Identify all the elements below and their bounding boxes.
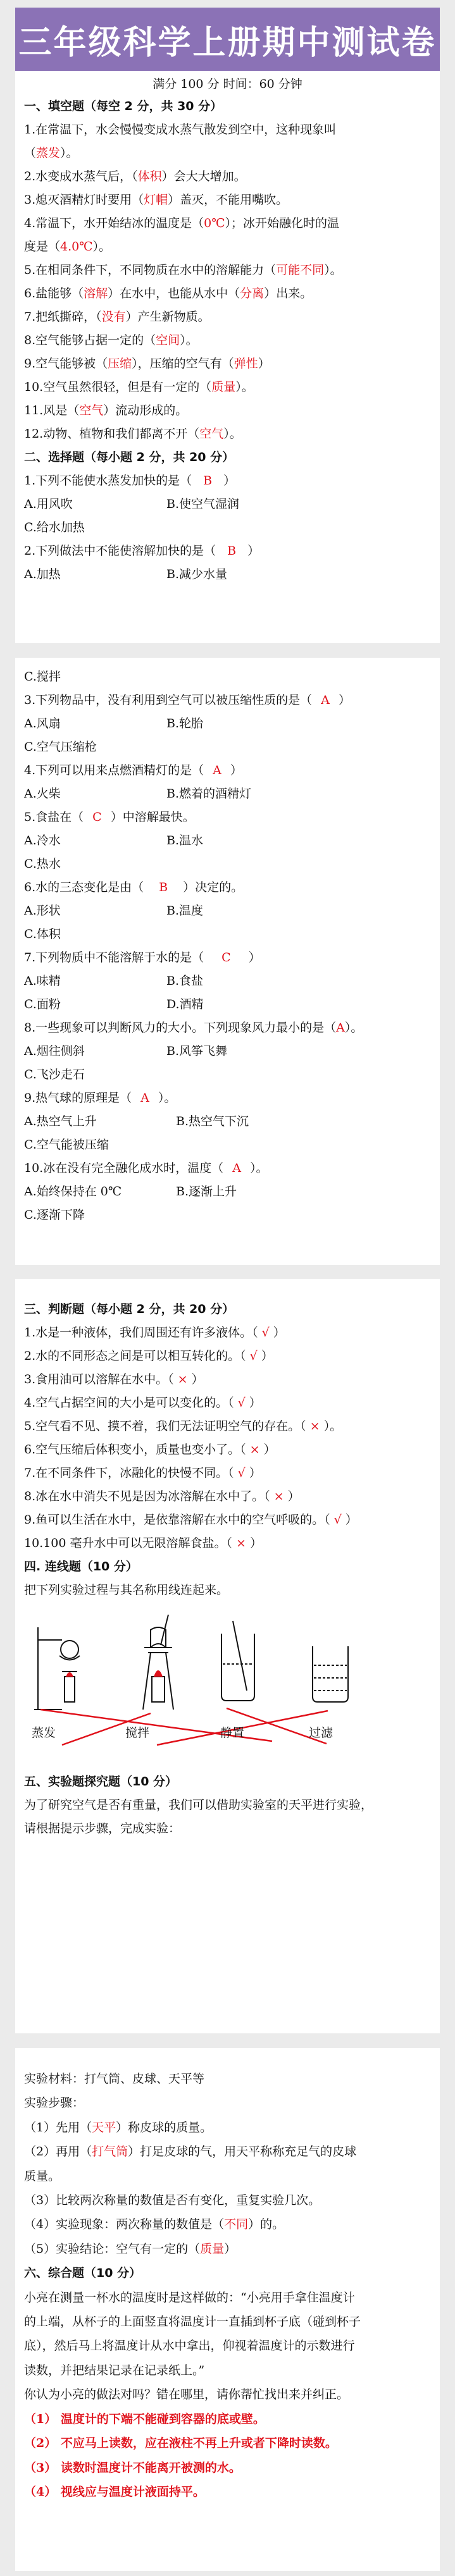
filtering-beaker bbox=[313, 1646, 348, 1702]
fill-question bbox=[24, 399, 431, 422]
question-text: ） bbox=[224, 2241, 237, 2256]
step-line: （3）比较两次称量的数值是否有变化，重复实验几次。 bbox=[24, 2193, 321, 2208]
question-text: ）。 bbox=[60, 146, 78, 160]
answer-text: 打气筒 bbox=[92, 2145, 128, 2159]
answer-text: 压缩 bbox=[108, 357, 132, 371]
answer-text: A bbox=[213, 763, 221, 777]
option-text: C.给水加热 bbox=[24, 521, 85, 534]
judge-question bbox=[24, 1391, 431, 1415]
paragraph-line: 读数，并把结果记录在记录纸上。” bbox=[24, 2363, 205, 2377]
fill-question bbox=[24, 188, 431, 212]
fill-question bbox=[24, 282, 431, 305]
answer-text: 溶解 bbox=[84, 287, 108, 300]
stirring-apparatus bbox=[143, 1615, 173, 1710]
question-text: 6.空气压缩后体积变小，质量也变小了。（ bbox=[24, 1443, 246, 1457]
option-text: A.烟往侧斜 bbox=[24, 1044, 85, 1058]
answer-text: 空气 bbox=[79, 404, 104, 417]
answer-text: 空气 bbox=[199, 427, 224, 441]
answer-text: B bbox=[159, 880, 168, 894]
fill-question bbox=[24, 352, 431, 376]
answer-text: 蒸发 bbox=[36, 146, 61, 160]
question-text: 7.把纸撕碎，（ bbox=[24, 310, 102, 324]
fill-question bbox=[24, 212, 431, 235]
answer-line: （3） 读数时温度计不能离开被测的水。 bbox=[24, 2460, 241, 2475]
option-text: B.逐渐上升 bbox=[176, 1185, 237, 1199]
question-text: 5.空气看不见、摸不着，我们无法证明空气的存在。（ bbox=[24, 1419, 306, 1433]
option-text: A.用风吹 bbox=[24, 497, 73, 511]
choice-options bbox=[24, 1040, 431, 1063]
answer-text: × bbox=[177, 1372, 188, 1386]
option-text: A.加热 bbox=[24, 567, 61, 581]
question-text: ）的。 bbox=[248, 2217, 285, 2232]
answer-text: 空间 bbox=[156, 333, 180, 347]
choice-question bbox=[24, 946, 431, 970]
judge-question bbox=[24, 1415, 431, 1438]
option-text: B.温度 bbox=[166, 904, 204, 918]
step-line bbox=[24, 2116, 431, 2140]
exam-page-4 bbox=[15, 2048, 440, 2571]
fill-question bbox=[24, 118, 431, 142]
question-text: ）。 bbox=[235, 380, 254, 394]
answer-text: √ bbox=[237, 1396, 246, 1410]
question-text: （4）实验现象：两次称量的数值是（ bbox=[24, 2217, 225, 2232]
choice-options bbox=[24, 493, 431, 516]
exam-page-2 bbox=[15, 658, 440, 1265]
matching-lines bbox=[41, 1708, 328, 1745]
answer-text: A bbox=[336, 1021, 345, 1035]
choice-question bbox=[24, 1016, 431, 1040]
option-text: B.减少水量 bbox=[166, 567, 228, 581]
question-text: 2.水变成水蒸气后，（ bbox=[24, 169, 138, 183]
choice-question bbox=[24, 1157, 431, 1180]
question-text: 3.熄灭酒精灯时要用（ bbox=[24, 193, 144, 207]
judge-question bbox=[24, 1345, 431, 1368]
matching-diagram bbox=[24, 1602, 431, 1754]
question-text: ）决定的。 bbox=[183, 880, 244, 894]
question-text: ） bbox=[247, 544, 260, 558]
answer-text: A bbox=[232, 1161, 241, 1175]
question-text: ） bbox=[223, 474, 236, 488]
option-text: C.空气压缩枪 bbox=[24, 740, 97, 754]
option-text: B.燃着的酒精灯 bbox=[166, 787, 252, 801]
answer-text: 弹性 bbox=[234, 357, 258, 371]
fill-question bbox=[24, 142, 431, 165]
option-text: C.热水 bbox=[24, 857, 61, 871]
question-text: 4.常温下，水开始结冰的温度是（ bbox=[24, 216, 204, 230]
option-text: B.使空气湿润 bbox=[166, 497, 240, 511]
choice-options bbox=[24, 1110, 431, 1133]
match-label: 静置 bbox=[220, 1726, 245, 1740]
option-text: A.风扇 bbox=[24, 717, 61, 730]
fill-question bbox=[24, 235, 431, 259]
question-text: 6.盐能够（ bbox=[24, 287, 84, 300]
question-text: 11.风是（ bbox=[24, 404, 80, 417]
question-text: 12.动物、植物和我们都离不开（ bbox=[24, 427, 200, 441]
choice-question bbox=[24, 806, 431, 829]
paragraph-line: 请根据提示步骤，完成实验： bbox=[24, 1821, 181, 1835]
option-text: B.轮胎 bbox=[166, 717, 204, 730]
question-text: 1.在常温下，水会慢慢变成水蒸气散发到空中，这种现象叫 bbox=[24, 123, 337, 137]
question-text: （5）实验结论：空气有一定的（ bbox=[24, 2241, 201, 2256]
section-heading: 五、实验题探究题（10 分） bbox=[24, 1775, 178, 1789]
answer-text: × bbox=[249, 1443, 260, 1457]
paragraph-line: 底），然后马上将温度计从水中拿出，仰视着温度计的示数进行 bbox=[24, 2339, 355, 2353]
question-text: ） bbox=[248, 951, 261, 964]
choice-options bbox=[24, 829, 431, 853]
question-text: 4.下列可以用来点燃酒精灯的是（ bbox=[24, 763, 204, 777]
evaporation-apparatus bbox=[34, 1627, 80, 1710]
answer-text: C bbox=[221, 951, 231, 964]
fill-question bbox=[24, 376, 431, 399]
judge-question bbox=[24, 1485, 431, 1508]
question-text: ） bbox=[263, 1443, 276, 1457]
question-text: 5.食盐在（ bbox=[24, 810, 84, 824]
question-text: 5.在相同条件下，不同物质在水中的溶解能力（ bbox=[24, 263, 277, 277]
question-text: （1）先用（ bbox=[24, 2120, 92, 2135]
option-text: A.始终保持在 0℃ bbox=[24, 1185, 122, 1199]
question-text: ）。 bbox=[180, 333, 198, 347]
answer-text: √ bbox=[249, 1349, 258, 1363]
exam-page-3 bbox=[15, 1279, 440, 2033]
question-text: 9.鱼可以生活在水中，是依靠溶解在水中的空气呼吸的。（ bbox=[24, 1513, 330, 1527]
question-text: 1.下列不能使水蒸发加快的是（ bbox=[24, 474, 192, 488]
question-text: 2.水的不同形态之间是可以相互转化的。（ bbox=[24, 1349, 246, 1363]
choice-options bbox=[24, 736, 431, 759]
fill-question bbox=[24, 422, 431, 446]
question-text: 9.空气能够被（ bbox=[24, 357, 108, 371]
fill-question bbox=[24, 259, 431, 282]
question-text: ） bbox=[258, 357, 270, 371]
answer-text: 体积 bbox=[137, 169, 162, 183]
option-text: C.逐渐下降 bbox=[24, 1208, 85, 1222]
choice-question bbox=[24, 876, 431, 899]
choice-options bbox=[24, 899, 431, 923]
question-text: ） bbox=[345, 1513, 358, 1527]
question-text: 4.空气占据空间的大小是可以变化的。（ bbox=[24, 1396, 234, 1410]
choice-question bbox=[24, 539, 431, 563]
choice-options bbox=[24, 712, 431, 736]
question-text: ）盖灭，不能用嘴吹。 bbox=[168, 193, 289, 207]
question-text: （2）再用（ bbox=[24, 2145, 92, 2159]
section-heading: 一、填空题（每空 2 分，共 30 分） bbox=[24, 99, 223, 113]
answer-text: 分离 bbox=[240, 287, 265, 300]
question-text: 度是（ bbox=[24, 240, 61, 254]
question-text: ） bbox=[273, 1326, 285, 1340]
fill-question bbox=[24, 165, 431, 188]
answer-text: √ bbox=[237, 1466, 246, 1480]
answer-text: 灯帽 bbox=[144, 193, 168, 207]
question-text: ）。 bbox=[92, 240, 111, 254]
judge-question bbox=[24, 1438, 431, 1462]
question-text: 6.水的三态变化是由（ bbox=[24, 880, 144, 894]
question-text: 8.空气能够占据一定的（ bbox=[24, 333, 156, 347]
question-text: 1.水是一种液体，我们周围还有许多液体。（ bbox=[24, 1326, 258, 1340]
answer-text: × bbox=[273, 1489, 284, 1503]
answer-text: C bbox=[92, 810, 102, 824]
section-heading: 二、选择题（每小题 2 分，共 20 分） bbox=[24, 450, 235, 464]
question-text: ）。 bbox=[344, 1021, 363, 1035]
question-text: 10.空气虽然很轻，但是有一定的（ bbox=[24, 380, 212, 394]
question-text: ）。 bbox=[249, 1161, 268, 1175]
answer-text: 不同 bbox=[224, 2217, 249, 2232]
choice-options bbox=[24, 1133, 431, 1157]
choice-options bbox=[24, 516, 431, 539]
answer-text: 天平 bbox=[92, 2120, 116, 2135]
question-text: ）。 bbox=[158, 1091, 177, 1105]
choice-options bbox=[24, 782, 431, 806]
question-text: 2.下列做法中不能使溶解加快的是（ bbox=[24, 544, 216, 558]
question-text: ）会大大增加。 bbox=[161, 169, 246, 183]
question-text: ） bbox=[261, 1349, 273, 1363]
answer-text: A bbox=[140, 1091, 149, 1105]
question-text: 8.冰在水中消失不见是因为冰溶解在水中了。（ bbox=[24, 1489, 270, 1503]
question-text: ） bbox=[230, 763, 242, 777]
judge-question bbox=[24, 1462, 431, 1485]
answer-text: 质量 bbox=[200, 2241, 225, 2256]
match-label: 蒸发 bbox=[32, 1726, 56, 1740]
question-text: ）。 bbox=[324, 263, 342, 277]
steps-title: 实验步骤： bbox=[24, 2096, 85, 2111]
settling-beaker bbox=[221, 1621, 254, 1701]
question-text: ）称皮球的质量。 bbox=[116, 2120, 213, 2135]
choice-question bbox=[24, 689, 431, 712]
question-text: ）。 bbox=[323, 1419, 342, 1433]
fill-question bbox=[24, 305, 431, 329]
question-text: ）；冰开始融化时的温 bbox=[225, 216, 339, 230]
question-text: 7.下列物质中不能溶解于水的是（ bbox=[24, 951, 204, 964]
paragraph-line: 小亮在测量一杯水的温度时是这样做的：“小亮用手拿住温度计 bbox=[24, 2290, 355, 2305]
question-text: 3.下列物品中，没有利用到空气可以被压缩性质的是（ bbox=[24, 693, 313, 707]
question-text: 3.食用油可以溶解在水中。（ bbox=[24, 1372, 174, 1386]
judge-question bbox=[24, 1321, 431, 1345]
question-text: ）在水中，也能从水中（ bbox=[108, 287, 240, 300]
question-text: ），压缩的空气有（ bbox=[132, 357, 234, 371]
page-title: 三年级科学上册期中测试卷 bbox=[15, 8, 440, 71]
question-text: 7.在不同条件下，冰融化的快慢不同。（ bbox=[24, 1466, 234, 1480]
judge-question bbox=[24, 1368, 431, 1391]
answer-text: × bbox=[309, 1419, 320, 1433]
option-text: A.冷水 bbox=[24, 834, 61, 847]
question-text: ）流动形成的。 bbox=[103, 404, 188, 417]
choice-options bbox=[24, 853, 431, 876]
choice-question bbox=[24, 759, 431, 782]
option-text: C.面粉 bbox=[24, 997, 61, 1011]
answer-text: √ bbox=[333, 1513, 342, 1527]
choice-options bbox=[24, 923, 431, 946]
question-text: 9.热气球的原理是（ bbox=[24, 1091, 132, 1105]
question-text: ）。 bbox=[223, 427, 242, 441]
step-line bbox=[24, 2237, 431, 2261]
step-line bbox=[24, 2212, 431, 2236]
question-text: ） bbox=[287, 1489, 300, 1503]
question-text: 8.一些现象可以判断风力的大小。下列现象风力最小的是（ bbox=[24, 1021, 337, 1035]
answer-text: 没有 bbox=[101, 310, 126, 324]
answer-text: 4.0℃ bbox=[60, 240, 93, 254]
answer-text: 可能不同 bbox=[276, 263, 325, 277]
option-text: D.酒精 bbox=[166, 997, 204, 1011]
option-text: B.温水 bbox=[166, 834, 204, 847]
option-text: A.火柴 bbox=[24, 787, 61, 801]
answer-line: （4） 视线应与温度计液面持平。 bbox=[24, 2484, 205, 2499]
question-text: ） bbox=[191, 1372, 204, 1386]
option-text: B.风筝飞舞 bbox=[166, 1044, 228, 1058]
choice-options bbox=[24, 970, 431, 993]
answer-line: （1） 温度计的下端不能碰到容器的底或壁。 bbox=[24, 2412, 265, 2426]
choice-options bbox=[24, 993, 431, 1016]
option-text: A.味精 bbox=[24, 974, 61, 988]
step-line: 质量。 bbox=[24, 2169, 61, 2183]
answer-text: × bbox=[236, 1536, 246, 1550]
answer-line: （2） 不应马上读数，应在液柱不再上升或者下降时读数。 bbox=[24, 2436, 337, 2451]
answer-text: √ bbox=[261, 1326, 270, 1340]
answer-text: A bbox=[321, 693, 330, 707]
question-text: ） bbox=[249, 1536, 262, 1550]
choice-question bbox=[24, 1087, 431, 1110]
answer-text: 质量 bbox=[211, 380, 236, 394]
question-text: ）产生新物质。 bbox=[125, 310, 210, 324]
match-label: 搅拌 bbox=[125, 1726, 150, 1740]
judge-question bbox=[24, 1532, 431, 1555]
option-text: C.体积 bbox=[24, 927, 61, 941]
section-heading: 六、综合题（10 分） bbox=[24, 2266, 142, 2281]
question-text: ）中溶解最快。 bbox=[110, 810, 195, 824]
choice-options: C.搅拌 bbox=[24, 670, 61, 684]
question-text: 10.冰在没有完全融化成水时，温度（ bbox=[24, 1161, 224, 1175]
fill-question bbox=[24, 329, 431, 352]
paragraph-line: 为了研究空气是否有重量，我们可以借助实验室的天平进行实验， bbox=[24, 1798, 373, 1812]
question-text: ） bbox=[249, 1466, 261, 1480]
materials-line: 实验材料：打气筒、皮球、天平等 bbox=[24, 2072, 205, 2086]
question-text: ） bbox=[338, 693, 351, 707]
exam-page-1 bbox=[15, 8, 440, 643]
judge-question bbox=[24, 1508, 431, 1532]
question-text: 10.100 毫升水中可以无限溶解食盐。（ bbox=[24, 1536, 233, 1550]
choice-options bbox=[24, 1063, 431, 1087]
paragraph-line: 你认为小亮的做法对吗？错在哪里，请你帮忙找出来并纠正。 bbox=[24, 2388, 349, 2402]
option-text: B.食盐 bbox=[166, 974, 204, 988]
paragraph-line: 的上端，从杯子的上面竖直将温度计一直插到杯子底（碰到杯子 bbox=[24, 2315, 361, 2329]
option-text: B.热空气下沉 bbox=[176, 1114, 249, 1128]
section-heading: 三、判断题（每小题 2 分，共 20 分） bbox=[24, 1302, 235, 1316]
answer-text: B bbox=[227, 544, 237, 558]
choice-question bbox=[24, 469, 431, 493]
section-heading: 四. 连线题（10 分） bbox=[24, 1560, 138, 1574]
question-text: （ bbox=[24, 146, 37, 160]
option-text: A.形状 bbox=[24, 904, 61, 918]
answer-text: 0℃ bbox=[204, 216, 225, 230]
choice-options bbox=[24, 563, 431, 586]
exam-subtitle: 满分 100 分 时间：60 分钟 bbox=[153, 77, 302, 91]
question-text: ）打足皮球的气，用天平称称充足气的皮球 bbox=[128, 2145, 357, 2159]
answer-text: B bbox=[203, 474, 213, 488]
step-line bbox=[24, 2140, 431, 2164]
option-text: C.飞沙走石 bbox=[24, 1068, 85, 1082]
option-text: A.热空气上升 bbox=[24, 1114, 97, 1128]
choice-options bbox=[24, 1180, 431, 1204]
question-text: ） bbox=[249, 1396, 261, 1410]
choice-options bbox=[24, 1204, 431, 1227]
option-text: C.空气能被压缩 bbox=[24, 1138, 109, 1152]
question-text: ）出来。 bbox=[264, 287, 313, 300]
instruction-text: 把下列实验过程与其名称用线连起来。 bbox=[24, 1583, 229, 1597]
match-label: 过滤 bbox=[309, 1726, 333, 1740]
